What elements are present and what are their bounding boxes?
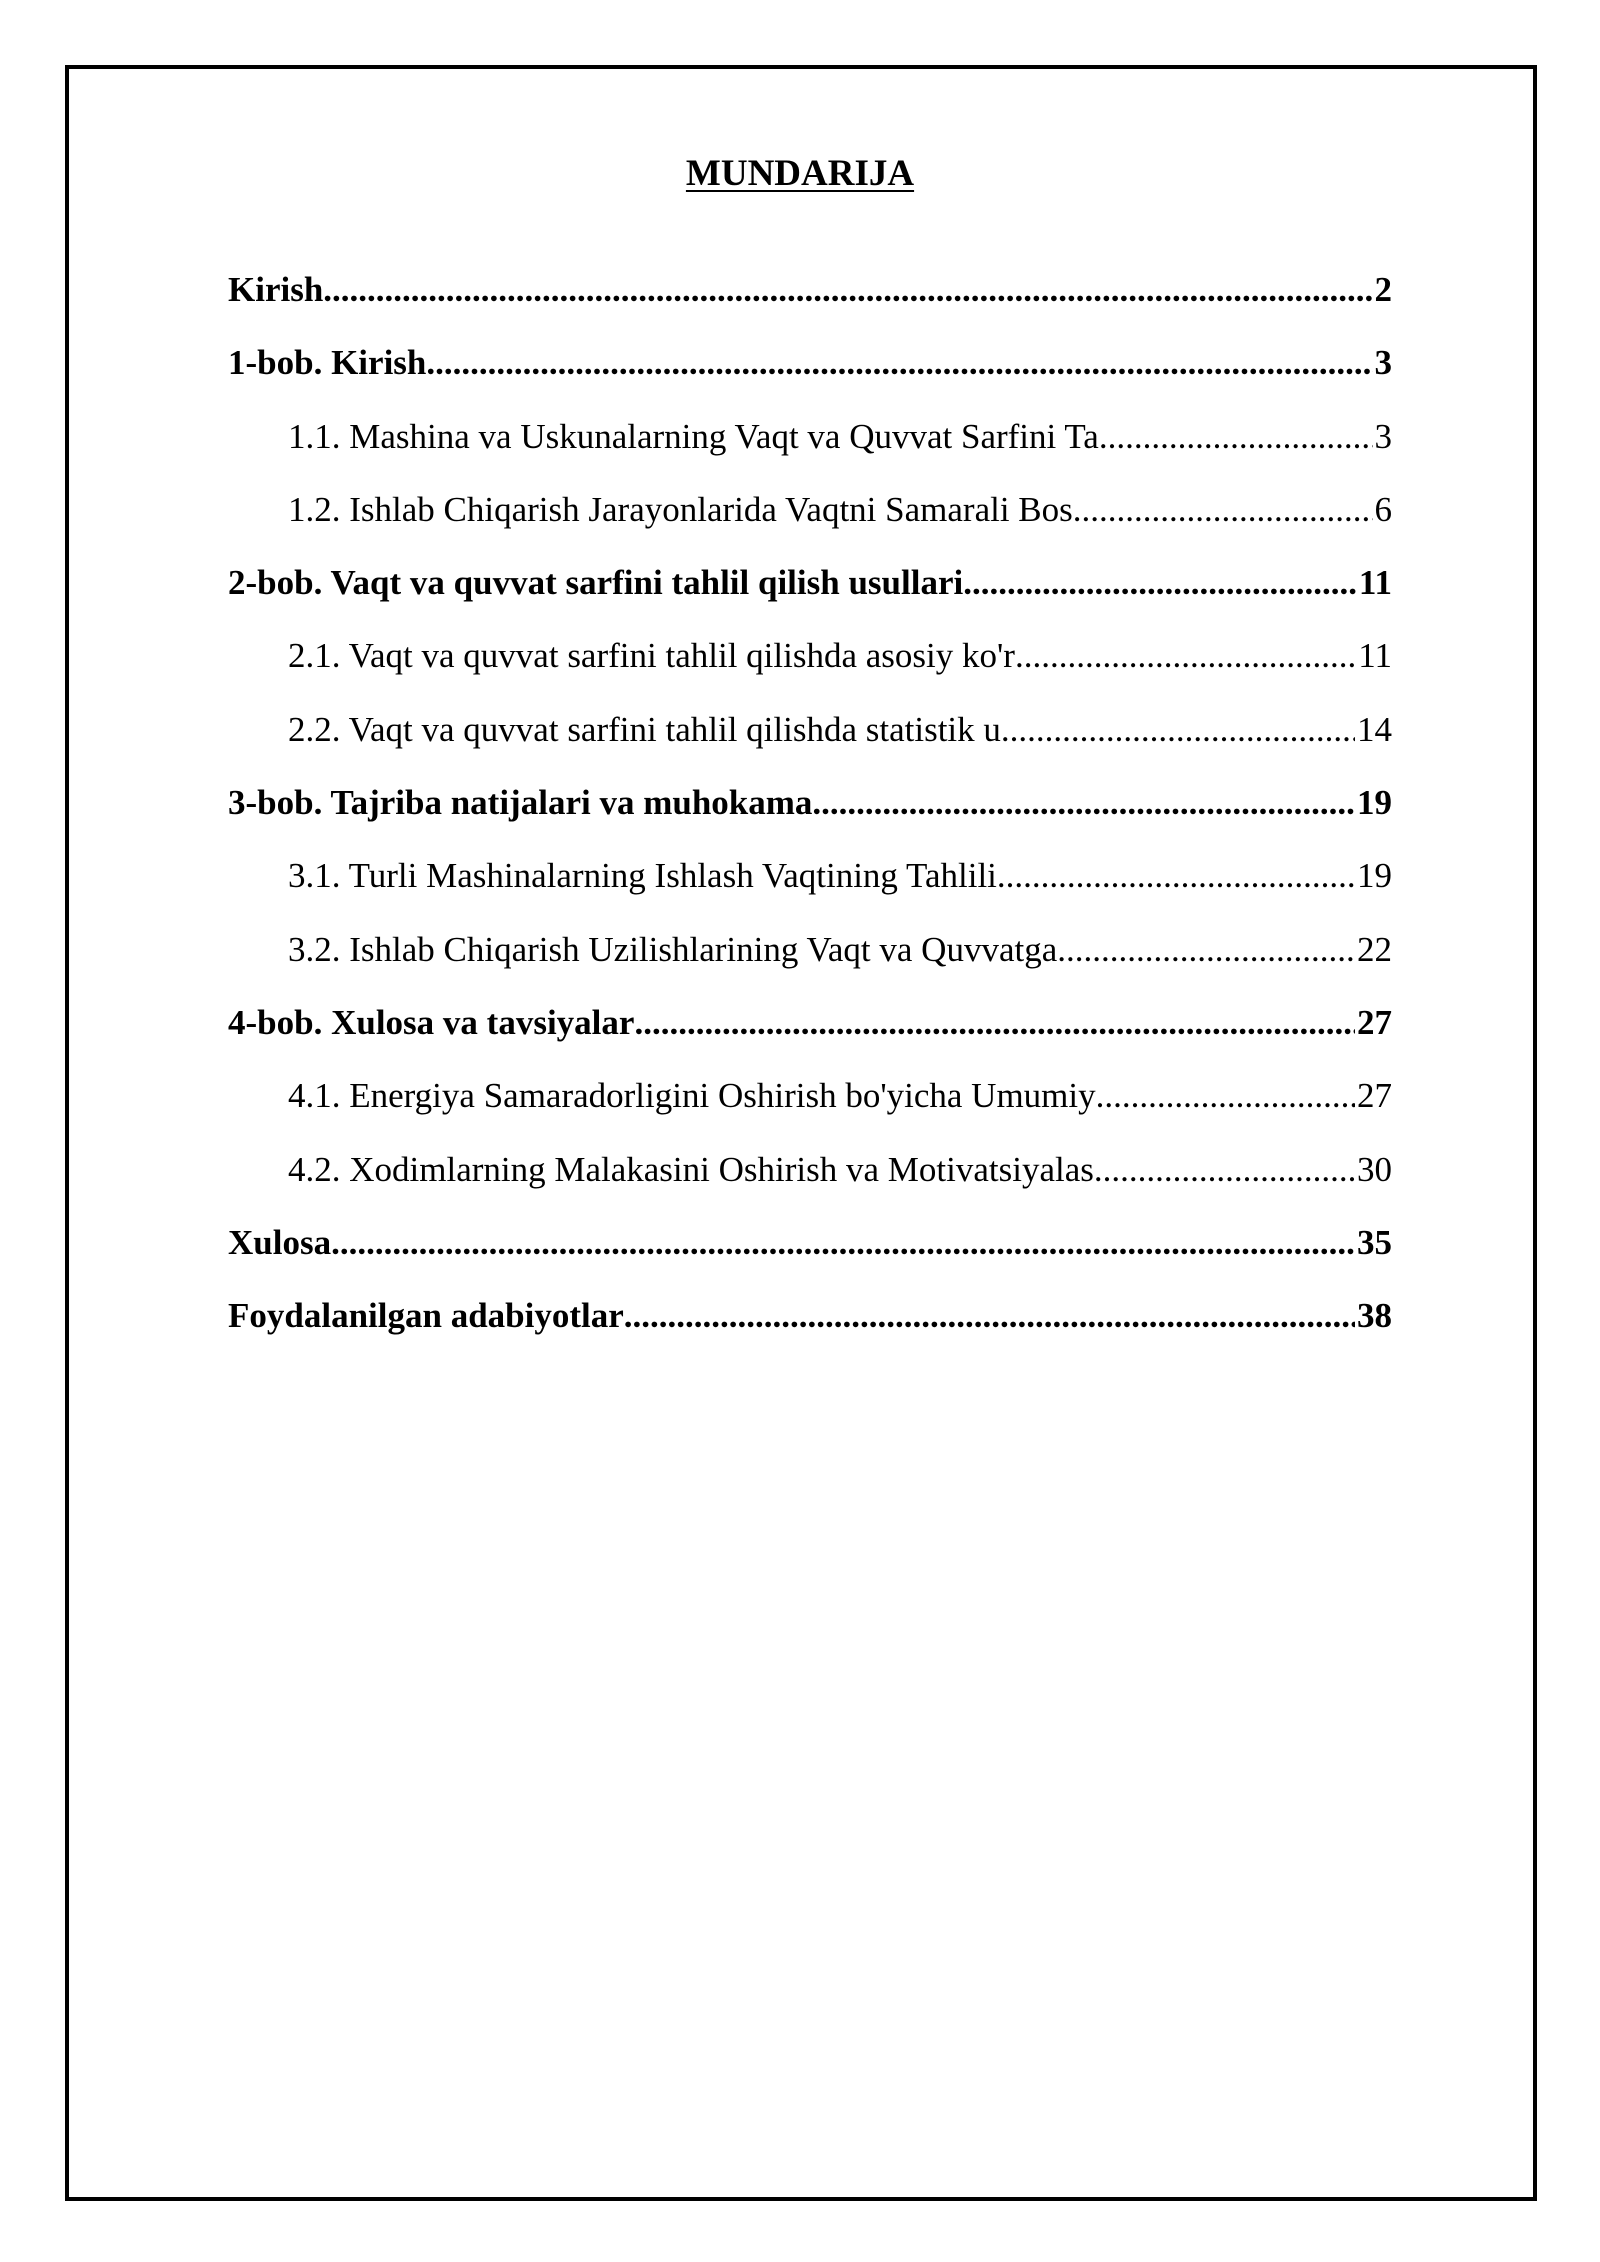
toc-dot-leader bbox=[1001, 702, 1355, 758]
toc-page-number: 38 bbox=[1357, 1296, 1392, 1336]
toc-entry-section-1-2[interactable] bbox=[228, 482, 1392, 555]
toc-entry-section-4-2[interactable] bbox=[228, 1142, 1392, 1215]
toc-entry-label: Kirish bbox=[228, 270, 324, 309]
toc-page-number: 3 bbox=[1374, 343, 1392, 383]
toc-dot-leader bbox=[1094, 1142, 1355, 1198]
toc-entry-label: 3.2. Ishlab Chiqarish Uzilishlarining Vaqt va Quvvatga bbox=[288, 929, 1058, 969]
toc-page-number: 19 bbox=[1357, 856, 1392, 896]
toc-page-number: 22 bbox=[1357, 929, 1392, 969]
toc-entry-section-1-1[interactable] bbox=[228, 409, 1392, 482]
toc-entry-label: 3.1. Turli Mashinalarning Ishlash Vaqtining Tahlili bbox=[288, 856, 997, 896]
toc-entry-label: 1.2. Ishlab Chiqarish Jarayonlarida Vaqtni Samarali Bos bbox=[288, 489, 1073, 529]
toc-entry-label: 4-bob. Xulosa va tavsiyalar bbox=[228, 1002, 635, 1042]
toc-dot-leader bbox=[1073, 482, 1373, 538]
toc-entry-label: 2.2. Vaqt va quvvat sarfini tahlil qilishda statistik u bbox=[288, 709, 1001, 749]
page-title: MUNDARIJA bbox=[685, 153, 915, 194]
toc-page-number: 3 bbox=[1374, 416, 1392, 456]
toc-entry-section-3-1[interactable] bbox=[228, 848, 1392, 921]
toc-entry-label: 4.1. Energiya Samaradorligini Oshirish bo'yicha Umumiy bbox=[288, 1076, 1096, 1116]
toc-page-number: 11 bbox=[1358, 563, 1392, 603]
toc-entry-section-2-1[interactable] bbox=[228, 628, 1392, 701]
toc-entry-label: 2.1. Vaqt va quvvat sarfini tahlil qilishda asosiy ko'r bbox=[288, 636, 1015, 676]
toc-entry-introduction[interactable] bbox=[228, 262, 1392, 335]
toc-entry-section-2-2[interactable] bbox=[228, 702, 1392, 775]
toc-entry-section-3-2[interactable] bbox=[228, 922, 1392, 995]
table-of-contents bbox=[228, 262, 1392, 1361]
toc-entry-chapter-1[interactable] bbox=[228, 335, 1392, 408]
toc-entry-label: 2-bob. Vaqt va quvvat sarfini tahlil qilish usullari bbox=[228, 563, 964, 603]
toc-entry-label: 1.1. Mashina va Uskunalarning Vaqt va Quvvat Sarfini Ta bbox=[288, 416, 1099, 456]
toc-page-number: 11 bbox=[1358, 636, 1392, 676]
toc-page-number: 2 bbox=[1374, 270, 1392, 309]
toc-entry-label: 3-bob. Tajriba natijalari va muhokama bbox=[228, 783, 813, 823]
toc-dot-leader bbox=[812, 775, 1355, 831]
toc-dot-leader bbox=[323, 262, 1372, 318]
toc-dot-leader bbox=[624, 1288, 1355, 1344]
toc-dot-leader bbox=[1057, 922, 1355, 978]
toc-entry-chapter-4[interactable] bbox=[228, 995, 1392, 1068]
toc-dot-leader bbox=[1099, 409, 1373, 465]
toc-entry-label: Foydalanilgan adabiyotlar bbox=[228, 1296, 624, 1336]
toc-entry-chapter-3[interactable] bbox=[228, 775, 1392, 848]
toc-page-number: 19 bbox=[1357, 783, 1392, 823]
toc-entry-references[interactable] bbox=[228, 1288, 1392, 1361]
toc-dot-leader bbox=[634, 995, 1355, 1051]
toc-entry-label: 1-bob. Kirish bbox=[228, 343, 427, 383]
toc-page-number: 27 bbox=[1357, 1076, 1392, 1116]
toc-dot-leader bbox=[963, 555, 1357, 611]
toc-page-number: 14 bbox=[1357, 709, 1392, 749]
toc-dot-leader bbox=[1015, 628, 1356, 684]
toc-entry-chapter-2[interactable] bbox=[228, 555, 1392, 628]
toc-entry-conclusion[interactable] bbox=[228, 1215, 1392, 1288]
toc-dot-leader bbox=[426, 335, 1372, 391]
toc-entry-label: Xulosa bbox=[228, 1222, 332, 1262]
toc-dot-leader bbox=[997, 848, 1355, 904]
toc-page-number: 30 bbox=[1357, 1149, 1392, 1189]
toc-entry-section-4-1[interactable] bbox=[228, 1068, 1392, 1141]
toc-entry-label: 4.2. Xodimlarning Malakasini Oshirish va Motivatsiyalas bbox=[288, 1149, 1094, 1189]
toc-page-number: 27 bbox=[1357, 1002, 1392, 1042]
toc-page-number: 35 bbox=[1357, 1222, 1392, 1262]
toc-dot-leader bbox=[331, 1215, 1355, 1271]
toc-page-number: 6 bbox=[1374, 489, 1392, 529]
toc-dot-leader bbox=[1096, 1068, 1355, 1124]
